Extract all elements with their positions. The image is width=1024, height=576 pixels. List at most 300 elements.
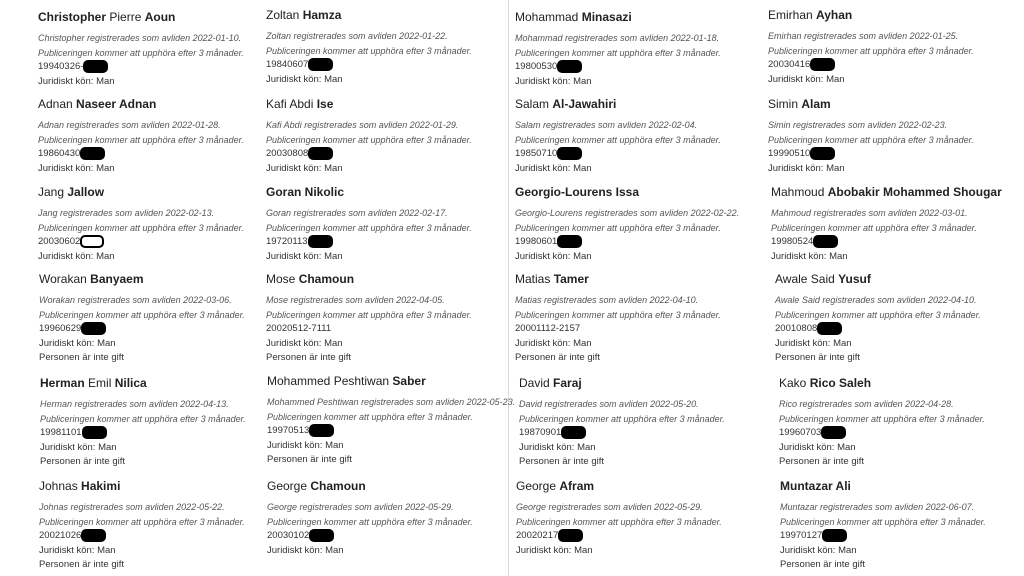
redaction-mark (309, 529, 334, 542)
register-entry (771, 185, 1016, 264)
death-date: 2022-01-22 (399, 31, 446, 41)
legal-gender: Juridiskt kön: Man (515, 250, 592, 262)
first-name: George (516, 479, 557, 493)
death-date: 2022-03-06 (183, 295, 230, 305)
personal-number (38, 60, 283, 75)
registration-text: Zoltan registrerades som avliden 2022-01-22. (266, 31, 448, 41)
registered-phrase: registrerades som avliden (799, 399, 903, 409)
personal-number (267, 424, 512, 439)
publication-notice: Publiceringen kommer att upphöra efter 3 månader. (266, 222, 472, 233)
publication-notice: Publiceringen kommer att upphöra efter 3 månader. (775, 309, 981, 320)
first-name: Matias (515, 272, 551, 286)
registered-first-name: Matias (515, 295, 542, 305)
redaction-mark (308, 58, 333, 71)
last-name: Al-Jawahiri (552, 97, 617, 111)
registered-phrase: registrerades som avliden (804, 31, 908, 41)
registered-phrase: registrerades som avliden (544, 399, 648, 409)
death-date: 2022-04-10 (927, 295, 975, 305)
legal-gender: Juridiskt kön: Man (515, 162, 592, 174)
personal-number (516, 529, 761, 544)
publication-notice: Publiceringen kommer att upphöra efter 3 månader. (267, 516, 473, 527)
register-entry (39, 272, 284, 366)
registered-first-name: Emirhan (768, 31, 802, 41)
personal-number (40, 426, 285, 441)
last-name: Saber (392, 374, 426, 388)
registered-first-name: Adnan (38, 120, 65, 130)
first-name: Simin (768, 97, 799, 111)
registered-phrase: registrerades som avliden (87, 33, 191, 43)
last-name: Chamoun (310, 479, 366, 493)
death-date: 2022-04-13 (180, 399, 227, 409)
registered-phrase: registrerades som avliden (544, 295, 648, 305)
registered-first-name: Simin (768, 120, 791, 130)
registration-text: Adnan registrerades som avliden 2022-01-28. (38, 120, 221, 130)
last-name: Afram (559, 479, 595, 493)
spacer (515, 24, 760, 31)
redaction-mark (557, 235, 582, 248)
registration-text: Awale Said registrerades som avliden 2022-04-10. (775, 295, 977, 305)
registration-text: Matias registrerades som avliden 2022-04-10. (515, 295, 699, 305)
spacer (768, 111, 1013, 118)
publication-notice: Publiceringen kommer att upphöra efter 3 månader. (38, 222, 244, 233)
registered-first-name: Jang (38, 208, 58, 218)
last-name: Goran Nikolic (266, 185, 345, 199)
personal-number-text: 19840607 (266, 59, 309, 71)
personal-number-text: 20001112-2157 (515, 323, 581, 334)
registration-text: Worakan registrerades som avliden 2022-03-06. (39, 295, 232, 305)
personal-number (771, 235, 1016, 250)
spacer (267, 493, 512, 500)
publication-notice: Publiceringen kommer att upphöra efter 3 månader. (39, 309, 245, 320)
spacer (40, 390, 285, 397)
registered-first-name: George (516, 502, 547, 512)
personal-number (266, 58, 511, 73)
publication-notice: Publiceringen kommer att upphöra efter 3 månader. (266, 309, 472, 320)
registered-first-name: Christopher (38, 33, 85, 43)
register-entry (266, 97, 511, 176)
registration-text: Rico registrerades som avliden 2022-04-28. (779, 399, 954, 409)
legal-gender: Juridiskt kön: Man (266, 337, 343, 349)
personal-number (266, 147, 511, 162)
registered-first-name: Mohammed Peshtiwan (267, 397, 359, 407)
first-name: Christopher (38, 10, 107, 24)
registered-first-name: Mohammad (515, 33, 563, 43)
legal-gender: Juridiskt kön: Man (40, 441, 117, 453)
marital-status: Personen är inte gift (780, 559, 866, 570)
personal-number-text: 19960703 (779, 427, 822, 439)
publication-notice: Publiceringen kommer att upphöra efter 3 månader. (38, 47, 244, 58)
registered-phrase: registrerades som avliden (361, 397, 465, 407)
spacer (266, 286, 511, 293)
legal-gender: Juridiskt kön: Man (779, 441, 856, 453)
spacer (38, 199, 283, 206)
legal-gender: Juridiskt kön: Man (768, 162, 845, 174)
personal-number-text: 19981101 (40, 427, 82, 439)
person-name (266, 272, 511, 286)
register-entry (779, 376, 1024, 470)
personal-number-text: 20030102 (267, 530, 310, 542)
spacer (266, 111, 511, 118)
person-name (39, 479, 284, 493)
personal-number (38, 235, 283, 250)
legal-gender: Juridiskt kön: Man (771, 250, 848, 262)
personal-number (515, 235, 760, 250)
spacer (266, 199, 511, 206)
last-name: Minasazi (581, 10, 632, 24)
personal-number (519, 426, 764, 441)
first-name: Kako (779, 376, 807, 390)
register-entry (40, 376, 285, 470)
legal-gender: Juridiskt kön: Man (775, 337, 852, 349)
legal-gender: Juridiskt kön: Man (39, 337, 116, 349)
redaction-mark (80, 147, 105, 160)
death-date: 2022-01-25 (909, 31, 956, 41)
death-date: 2022-03-01 (919, 208, 966, 218)
register-entry (266, 185, 511, 264)
registration-text: Goran registrerades som avliden 2022-02-17. (266, 208, 448, 218)
first-name: Johnas (39, 479, 78, 493)
publication-notice: Publiceringen kommer att upphöra efter 3 månader. (516, 516, 722, 527)
legal-gender: Juridiskt kön: Man (38, 162, 115, 174)
first-name: Mohammed Peshtiwan (267, 374, 390, 388)
redaction-mark (557, 147, 582, 160)
legal-gender: Juridiskt kön: Man (266, 73, 343, 85)
registration-text: Salam registrerades som avliden 2022-02-04. (515, 120, 698, 130)
registration-text: Emirhan registrerades som avliden 2022-01-25. (768, 31, 959, 41)
registered-first-name: Goran (266, 208, 292, 218)
person-name (779, 376, 1024, 390)
person-name (515, 272, 760, 286)
register-entry (38, 185, 283, 264)
registered-phrase: registrerades som avliden (813, 208, 917, 218)
first-name: Mahmoud (771, 185, 825, 199)
first-name: Worakan (39, 272, 87, 286)
publication-notice: Publiceringen kommer att upphöra efter 3 månader. (266, 134, 472, 145)
spacer (516, 493, 761, 500)
redaction-mark (82, 426, 107, 439)
registered-first-name: Worakan (39, 295, 76, 305)
person-name (267, 374, 512, 388)
person-name (516, 479, 761, 493)
last-name: Abobakir Mohammed Shougar (827, 185, 1002, 199)
personal-number (780, 529, 1024, 544)
person-name (266, 8, 511, 22)
registered-phrase: registrerades som avliden (548, 502, 652, 512)
last-name: Ayhan (816, 8, 853, 22)
registered-first-name: Muntazar (780, 502, 818, 512)
death-date: 2022-05-29 (405, 502, 452, 512)
person-name (768, 8, 1013, 22)
personal-number-text: 19860430 (38, 148, 81, 160)
publication-notice: Publiceringen kommer att upphöra efter 3 månader. (515, 47, 721, 58)
last-name: Hakimi (81, 479, 121, 493)
register-entry (768, 8, 1013, 87)
legal-gender: Juridiskt kön: Man (515, 337, 592, 349)
person-name (266, 97, 511, 111)
personal-number-text: 19960629 (39, 323, 82, 335)
person-name (266, 185, 511, 199)
last-name: Hamza (302, 8, 342, 22)
last-name: Georgio-Lourens Issa (515, 185, 640, 199)
legal-gender: Juridiskt kön: Man (519, 441, 596, 453)
personal-number-text: 19970513 (267, 425, 310, 437)
death-date: 2022-01-29 (409, 120, 456, 130)
registration-text: George registrerades som avliden 2022-05-29. (516, 502, 703, 512)
personal-number-text: 20030602 (38, 236, 81, 248)
registration-text: Mohammad registrerades som avliden 2022-01-18. (515, 33, 720, 43)
registered-first-name: Awale Said (775, 295, 820, 305)
marital-status: Personen är inte gift (39, 559, 125, 570)
marital-status: Personen är inte gift (267, 454, 353, 465)
redaction-mark (81, 322, 106, 335)
person-name (40, 376, 285, 390)
registered-first-name: Georgio-Lourens (515, 208, 583, 218)
legal-gender: Juridiskt kön: Man (38, 75, 115, 87)
publication-notice: Publiceringen kommer att upphöra efter 3 månader. (515, 222, 721, 233)
middle-name: Emil (88, 376, 112, 390)
registered-phrase: registrerades som avliden (77, 295, 181, 305)
person-name (515, 10, 760, 24)
redaction-mark (308, 235, 333, 248)
registered-phrase: registrerades som avliden (293, 208, 397, 218)
registered-phrase: registrerades som avliden (290, 295, 394, 305)
registered-first-name: George (267, 502, 298, 512)
register-entry (515, 10, 760, 89)
redaction-mark (83, 60, 108, 73)
registration-text: Muntazar registrerades som avliden 2022-06-07. (780, 502, 975, 512)
register-entry (515, 272, 760, 366)
redaction-mark (813, 235, 838, 248)
registration-text: Mose registrerades som avliden 2022-04-05. (266, 295, 445, 305)
personal-number (38, 147, 283, 162)
registration-text: Herman registrerades som avliden 2022-04-13. (40, 399, 229, 409)
death-date: 2022-04-05 (396, 295, 443, 305)
redaction-mark (81, 529, 106, 542)
first-name: Zoltan (266, 8, 300, 22)
person-name (768, 97, 1013, 111)
redaction-mark (822, 529, 847, 542)
personal-number-text: 20020217 (516, 530, 559, 542)
registered-first-name: Kafi Abdi (266, 120, 302, 130)
register-entry (39, 479, 284, 573)
redaction-mark (810, 58, 835, 71)
personal-number (775, 322, 1020, 337)
registered-phrase: registrerades som avliden (585, 208, 689, 218)
personal-number-text: 19970127 (780, 530, 823, 542)
publication-notice: Publiceringen kommer att upphöra efter 3 månader. (768, 45, 974, 56)
register-entry (267, 479, 512, 558)
registration-text: David registrerades som avliden 2022-05-20. (519, 399, 699, 409)
registration-text: Jang registrerades som avliden 2022-02-13. (38, 208, 215, 218)
registered-first-name: Johnas (39, 502, 69, 512)
death-date: 2022-02-17 (399, 208, 446, 218)
first-name: Jang (38, 185, 65, 199)
spacer (519, 390, 764, 397)
personal-number-text: 20030416 (768, 59, 811, 71)
spacer (768, 22, 1013, 29)
registered-phrase: registrerades som avliden (304, 120, 408, 130)
register-entry (768, 97, 1013, 176)
last-name: Rico Saleh (809, 376, 872, 390)
registration-text: Mahmoud registrerades som avliden 2022-03-01. (771, 208, 968, 218)
publication-notice: Publiceringen kommer att upphöra efter 3 månader. (266, 45, 472, 56)
spacer (38, 24, 283, 31)
registered-phrase: registrerades som avliden (74, 399, 178, 409)
death-date: 2022-02-13 (165, 208, 212, 218)
registered-phrase: registrerades som avliden (66, 120, 170, 130)
death-date: 2022-05-20 (650, 399, 697, 409)
personal-number-text: 20010808 (775, 323, 818, 335)
register-entry (266, 272, 511, 366)
personal-number-text: 19800530 (515, 61, 558, 73)
redaction-mark (810, 147, 835, 160)
marital-status: Personen är inte gift (40, 456, 126, 467)
first-name: Salam (515, 97, 550, 111)
personal-number (267, 529, 512, 544)
spacer (267, 388, 512, 395)
personal-number (39, 322, 284, 337)
person-name (38, 185, 283, 199)
spacer (775, 286, 1020, 293)
personal-number-text: 19850710 (515, 148, 558, 160)
marital-status: Personen är inte gift (775, 352, 861, 363)
person-name (775, 272, 1020, 286)
redaction-mark (821, 426, 846, 439)
register-entry (775, 272, 1020, 366)
last-name: Muntazar Ali (780, 479, 851, 493)
redaction-mark (557, 60, 582, 73)
legal-gender: Juridiskt kön: Man (266, 250, 343, 262)
personal-number-text: 20020512-7111 (266, 323, 332, 334)
legal-gender: Juridiskt kön: Man (266, 162, 343, 174)
personal-number-text: 19980601 (515, 236, 558, 248)
last-name: Banyaem (90, 272, 144, 286)
redaction-mark (558, 529, 583, 542)
redaction-mark (308, 147, 333, 160)
person-name (38, 10, 283, 24)
spacer (38, 111, 283, 118)
registered-first-name: Salam (515, 120, 541, 130)
registered-phrase: registrerades som avliden (543, 120, 647, 130)
first-name: George (267, 479, 308, 493)
first-name: Emirhan (768, 8, 813, 22)
register-entry (515, 185, 760, 264)
registered-phrase: registrerades som avliden (820, 502, 924, 512)
personal-number (768, 147, 1013, 162)
last-name: Jallow (67, 185, 105, 199)
redaction-mark (817, 322, 842, 335)
registration-text: Johnas registrerades som avliden 2022-05-22. (39, 502, 225, 512)
personal-number (39, 529, 284, 544)
registration-text: George registrerades som avliden 2022-05-29. (267, 502, 454, 512)
death-date: 2022-04-10 (649, 295, 696, 305)
legal-gender: Juridiskt kön: Man (267, 439, 344, 451)
first-name: Adnan (38, 97, 73, 111)
death-date: 2022-02-23 (898, 120, 945, 130)
middle-name: Pierre (109, 10, 142, 24)
spacer (515, 199, 760, 206)
publication-notice: Publiceringen kommer att upphöra efter 3 månader. (515, 309, 721, 320)
publication-notice: Publiceringen kommer att upphöra efter 3 månader. (779, 413, 985, 424)
publication-notice: Publiceringen kommer att upphöra efter 3 månader. (768, 134, 974, 145)
last-name: Alam (801, 97, 831, 111)
first-name: Mose (266, 272, 296, 286)
spacer (779, 390, 1024, 397)
person-name (771, 185, 1016, 199)
legal-gender: Juridiskt kön: Man (267, 544, 344, 556)
registered-first-name: David (519, 399, 543, 409)
registered-first-name: Zoltan (266, 31, 292, 41)
spacer (515, 111, 760, 118)
last-name: Chamoun (298, 272, 355, 286)
last-name: Nilica (114, 376, 147, 390)
person-name (515, 97, 760, 111)
marital-status: Personen är inte gift (515, 352, 601, 363)
spacer (515, 286, 760, 293)
death-date: 2022-01-10 (192, 33, 239, 43)
registered-phrase: registrerades som avliden (565, 33, 669, 43)
last-name: Ise (316, 97, 334, 111)
person-name (38, 97, 283, 111)
register-entry (515, 97, 760, 176)
registration-text: Simin registrerades som avliden 2022-02-23. (768, 120, 948, 130)
personal-number-text: 19980524 (771, 236, 814, 248)
death-date: 2022-05-29 (654, 502, 701, 512)
death-date: 2022-05-23 (466, 397, 513, 407)
registered-first-name: Mose (266, 295, 289, 305)
register-entry (780, 479, 1024, 573)
marital-status: Personen är inte gift (779, 456, 865, 467)
registered-phrase: registrerades som avliden (793, 120, 897, 130)
first-name: Awale Said (775, 272, 835, 286)
legal-gender: Juridiskt kön: Man (780, 544, 857, 556)
marital-status: Personen är inte gift (519, 456, 605, 467)
publication-notice: Publiceringen kommer att upphöra efter 3 månader. (519, 413, 725, 424)
last-name: Tamer (553, 272, 589, 286)
death-date: 2022-06-07 (925, 502, 972, 512)
register-entry (267, 374, 516, 468)
redaction-mark (80, 235, 104, 248)
personal-number (266, 322, 511, 337)
personal-number-text: 19990510 (768, 148, 811, 160)
person-name (39, 272, 284, 286)
publication-notice: Publiceringen kommer att upphöra efter 3 månader. (38, 134, 244, 145)
person-name (780, 479, 1024, 493)
person-name (267, 479, 512, 493)
publication-notice: Publiceringen kommer att upphöra efter 3 månader. (780, 516, 986, 527)
registration-text: Christopher registrerades som avliden 2022-01-10. (38, 33, 242, 43)
personal-number-text: 19940326- (38, 61, 84, 73)
registered-phrase: registrerades som avliden (822, 295, 926, 305)
death-date: 2022-04-28 (905, 399, 952, 409)
last-name: Yusuf (838, 272, 871, 286)
marital-status: Personen är inte gift (39, 352, 125, 363)
last-name: Faraj (553, 376, 582, 390)
legal-gender: Juridiskt kön: Man (39, 544, 116, 556)
publication-notice: Publiceringen kommer att upphöra efter 3 månader. (267, 411, 473, 422)
legal-gender: Juridiskt kön: Man (515, 75, 592, 87)
personal-number-text: 19870901 (519, 427, 562, 439)
person-name (515, 185, 760, 199)
publication-notice: Publiceringen kommer att upphöra efter 3 månader. (515, 134, 721, 145)
person-name (519, 376, 764, 390)
redaction-mark (309, 424, 334, 437)
personal-number-text: 20030808 (266, 148, 309, 160)
personal-number (515, 322, 760, 337)
register-entry (38, 97, 283, 176)
spacer (39, 493, 284, 500)
register-entry (266, 8, 511, 87)
